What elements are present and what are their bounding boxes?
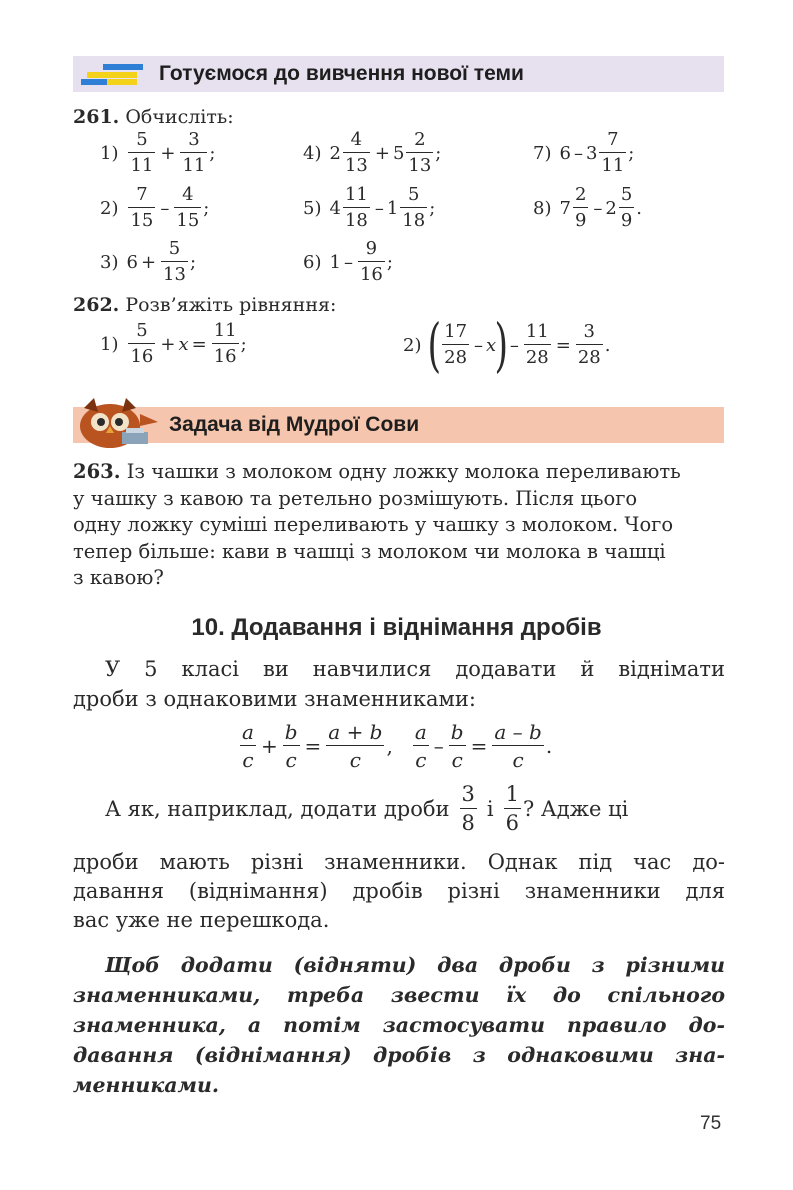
equation-262-1: 1) 5 16 + x = $\frac{11}{16}$ ; — [100, 320, 247, 367]
exercise-261-2: 2) 7 15 – 4 15 ; — [100, 184, 210, 231]
task-263-line: одну ложку суміші переливають у чашку з молоком. Чого — [73, 513, 674, 536]
exercise-261-3: 3) 6 + $\frac{5}{13}$ ; — [100, 238, 197, 285]
task-text: Розв’яжіть рівняння: — [125, 294, 337, 316]
task-number: 262. — [73, 294, 120, 316]
exercise-261-8: 8) 7 2 9 – 2 5 9 . — [533, 184, 643, 231]
section-banner-owl — [73, 407, 724, 443]
task-261-header — [73, 106, 234, 128]
page-number: 75 — [700, 1113, 722, 1134]
task-263-line: тепер більше: кави в чашці з молоком чи молока в чашці — [73, 539, 666, 563]
wise-owl-icon — [74, 392, 162, 450]
fraction-rule-formula: a c + $\frac{b}{c}$ = $\frac{a + b}{c}$ , a c – $\frac{b}{c}$ = $\frac{a - b}{c}$ . — [242, 720, 553, 772]
exercise-261-5: 5) 4 11 18 – 1 5 18 ; — [303, 184, 436, 231]
exercise-261-4: 4) 2 4 13 + 5 2 13 ; — [303, 129, 442, 176]
equation-262-2: 2) ( 17 28 – x ) – $\frac{11}{28}$ = $\frac{3}{28}$ . — [403, 311, 611, 379]
exercise-261-7: 7) 6 – 3 7 11 ; — [533, 129, 635, 176]
exercise-261-1: 1) 5 11 + $\frac{3}{11}$ ; — [100, 129, 216, 176]
section-banner-prepare — [73, 56, 724, 92]
intro-paragraph: У 5 класі ви навчилися додавати й віднімати дроби з однаковими знаменниками: — [73, 657, 725, 711]
task-263-line: з кавою? — [73, 566, 164, 589]
task-263 — [73, 459, 725, 592]
section-title: Готуємося до вивчення нової теми — [159, 62, 524, 85]
task-262-header — [73, 294, 336, 316]
task-number: 261. — [73, 106, 120, 128]
task-text: Обчисліть: — [125, 106, 234, 128]
task-263-line: 263. Із чашки з молоком одну ложку молока переливають — [73, 460, 681, 483]
section-title: Задача від Мудрої Сови — [169, 413, 420, 436]
flag-bars-icon — [81, 64, 143, 86]
question-line: А як, наприклад, додати дроби 3 8 і 1 6 ? Адже ці — [105, 782, 629, 835]
rule-paragraph: Щоб додати (відняти) два дроби з різними знаменниками, треба звести їх до спільного знаменника, а потім застосувати правило до- давання (віднімання) дробів з однаковими зна- менниками. — [73, 953, 725, 1097]
section-heading: 10. Додавання і віднімання дробів — [191, 614, 602, 641]
explanation-paragraph: дроби мають різні знаменники. Однак під час до- давання (віднімання) дробів різні знаменники для вас уже не перешкода. — [73, 850, 725, 932]
exercise-261-6: 6) 1 – 9 16 ; — [303, 238, 393, 285]
task-263-line: у чашку з кавою та ретельно розмішують. Після цього — [73, 486, 638, 510]
